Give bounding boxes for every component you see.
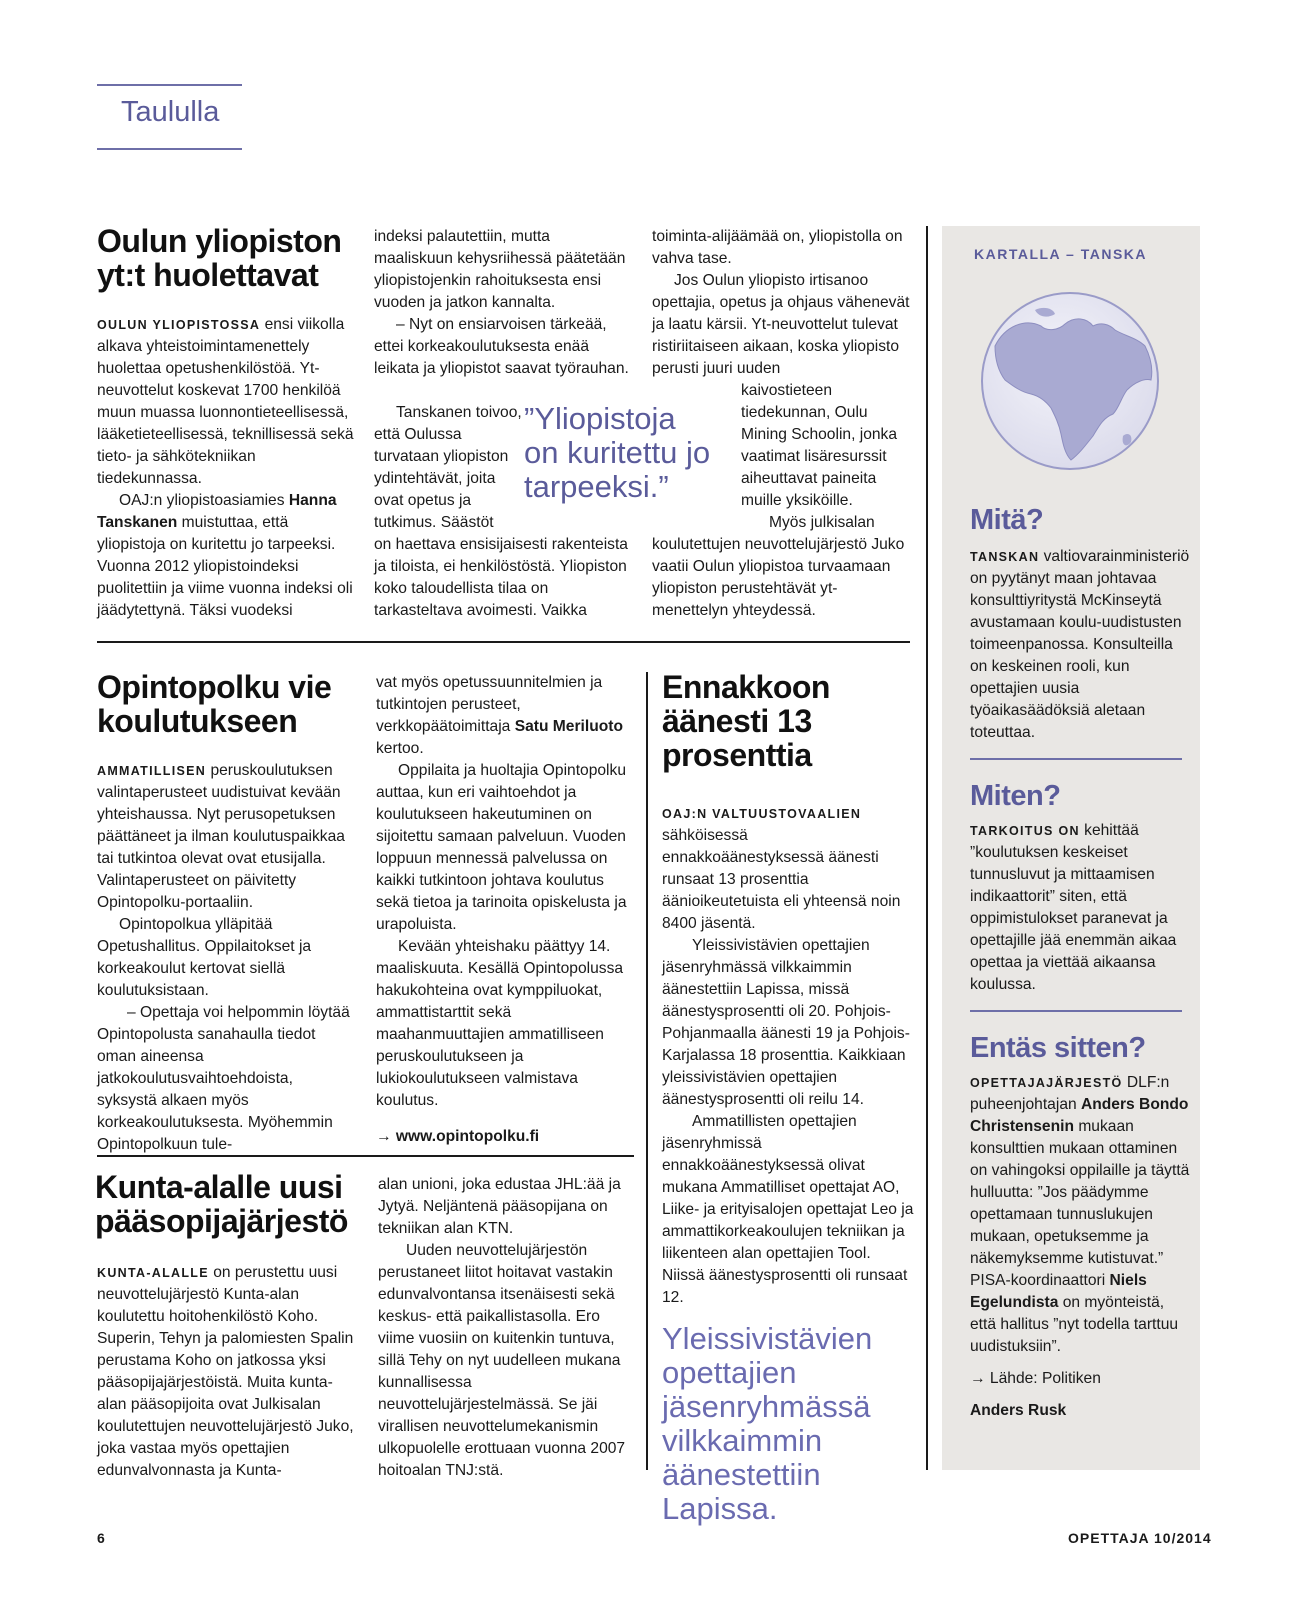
- sidebar-label: KARTALLA – TANSKA: [974, 246, 1148, 262]
- header-rule-bottom: [97, 148, 242, 150]
- sidebar-how-heading: Miten?: [970, 780, 1061, 812]
- article1-col2-top: indeksi palautettiin, mutta maaliskuun kehysriihessä päätetään yliopistojenkin rahoituksesta ensi vuoden ja jatkon kannalta. – Nyt on ensiarvoisen tärkeää, ettei korkeakoulutuksesta enää leikata ja yliopistot saavat työrauhan.: [374, 228, 629, 377]
- sidebar-rule-2: [970, 1010, 1182, 1012]
- article3-col1: KUNTA-ALALLE on perustettu uusi neuvottelujärjestö Kunta-alan koulutettu hoitohenkilöstö Koho. Superin, Tehyn ja palomiesten Spalin perustama Koho on jatkossa yksi pääsopijajärjestöistä. Muita kunta-alan pääsopijoita ovat Julkisalan koulutettujen neuvottelujärjestö Juko, joka vastaa myös opettajien edunvalvonnasta ja Kunta-: [97, 1264, 354, 1479]
- source-line: → Lähde: Politiken: [970, 1370, 1101, 1387]
- globe-africa-icon: [975, 286, 1165, 476]
- sidebar-then-text: OPETTAJAJÄRJESTÖ DLF:n puheenjohtajan Anders Bondo Christensenin mukaan konsulttien mukaan ottaminen on vahingoksi oppilaille ja täyttä hulluutta: ”Jos päädymme opettamaan tunnuslukujen mukaan, opetuksemme ja näkemyksemme kutistuvat.” PISA-koordinaattori Niels Egelundista on myönteistä, että hallitus ”nyt todella tarttuu uudistuksiin”. → Lähde: Politiken Anders Rusk: [970, 1072, 1190, 1422]
- divider-article2: [97, 1155, 634, 1157]
- author-byline: Anders Rusk: [970, 1402, 1067, 1419]
- article2-lead: AMMATILLISEN: [97, 764, 207, 778]
- article1-col3-bottom: koulutettujen neuvottelujärjestö Juko vaatii Oulun yliopistoa turvaamaan yliopiston perustehtävät yt-menettelyn yhteydessä.: [652, 536, 905, 619]
- sidebar-box: [942, 226, 1200, 1470]
- opintopolku-link[interactable]: → www.opintopolku.fi: [376, 1128, 540, 1145]
- sidebar-what-text: TANSKAN valtiovarainministeriö on pyytänyt maan johtavaa konsulttiyritystä McKinseytä avustamaan koulu-uudistusten toimeenpanossa. Konsulteilla on keskeinen rooli, kun opettajien uusia työaikasäädöksiä aletaan toteuttaa.: [970, 548, 1190, 741]
- header-rule-top: [97, 84, 242, 86]
- article1-col2-bottom: on haettava ensisijaisesti rakenteista ja tiloista, ei henkilöstöstä. Yliopiston koko taloudellista tilaa on tarkasteltava avoimesti. Vaikka: [374, 536, 628, 619]
- column-divider-article4: [646, 672, 648, 1470]
- article1-col3-narrow: kaivostieteen tiedekunnan, Oulu Mining Schoolin, jonka vaatimat lisäresurssit aiheuttavat paineita muille yksiköille. Myös julkisalan: [741, 382, 898, 531]
- publication-name: OPETTAJA 10/2014: [1068, 1530, 1212, 1546]
- article3-lead: KUNTA-ALALLE: [97, 1266, 209, 1280]
- article4-headline: Ennakkoon äänesti 13 prosenttia: [662, 669, 830, 773]
- sidebar-rule-1: [970, 758, 1182, 760]
- article4-pull-quote: Yleissivistävien opettajien jäsenryhmässä vilkkaimmin äänestettiin Lapissa.: [662, 1321, 873, 1526]
- column-divider-sidebar: [926, 226, 928, 1470]
- person-name: Niels Egelundista: [970, 1272, 1147, 1311]
- sidebar-what-heading: Mitä?: [970, 504, 1044, 536]
- article4-body: OAJ:N VALTUUSTOVAALIEN sähköisessä ennakkoäänestyksessä äänesti runsaat 13 prosenttia äänioikeutetuista eli yhteensä noin 8400 jäsentä. Yleissivistävien opettajien jäsenryhmässä vilkkaimmin äänestettiin Lapissa, missä äänestysprosentti oli 20. Pohjois-Pohjanmaalla äänesti 19 ja Pohjois-Karjalassa 18 prosenttia. Kaikkiaan yleissivistävien opettajien äänestysprosentti oli reilu 14. Ammatillisten opettajien jäsenryhmissä ennakkoäänestyksessä olivat mukana Ammatilliset opettajat AO, Liike- ja erityisalojen opettajat Leo ja ammattikorkeakoulujen tekniikan ja liikenteen alan opettajien Tool. Niissä äänestysprosentti oli runsaat 12.: [662, 807, 914, 1306]
- article2-headline: Opintopolku vie koulutukseen: [97, 669, 332, 739]
- section-label: Taululla: [121, 96, 220, 128]
- article1-col3-top: toiminta-alijäämää on, yliopistolla on vahva tase. Jos Oulun yliopisto irtisanoo opettajia, opetus ja ohjaus vähenevät ja laatu kärsii. Yt-neuvottelut tulevat ristiriitaiseen aikaan, koska yliopisto perusti juuri uuden: [652, 228, 910, 377]
- article1-col1: OULUN YLIOPISTOSSA ensi viikolla alkava yhteistoimintamenettely huolettaa opetushenkilöstöä. Yt-neuvottelut koskevat 1700 henkilöä muun muassa luonnontieteellisessä, lääketieteellisessä, teknillisessä sekä tieto- ja sähkötekniikan tiedekunnassa. OAJ:n yliopistoasiamies Hanna Tanskanen muistuttaa, että yliopistoja on kuritettu jo tarpeeksi. Vuonna 2012 yliopistoindeksi puolitettiin ja viime vuonna indeksi oli jäädytettynä. Täksi vuodeksi: [97, 316, 354, 619]
- article3-headline: Kunta-alalle uusi pääsopijajärjestö: [95, 1169, 348, 1239]
- article4-lead: OAJ:N VALTUUSTOVAALIEN: [662, 807, 862, 821]
- page-number: 6: [97, 1530, 106, 1546]
- sidebar-then-heading: Entäs sitten?: [970, 1032, 1146, 1064]
- article2-col2: vat myös opetussuunnitelmien ja tutkintojen perusteet, verkkopäätoimittaja Satu Meriluoto kertoo. Oppilaita ja huoltajia Opintopolku auttaa, kun eri vaihtoehdot ja koulutukseen hakeutuminen on sijoitettu samaan palveluun. Vuoden loppuun mennessä palvelussa on kaikki tutkintoon johtava koulutus sekä tietoa ja tarinoita opiskelusta ja urapoluista. Kevään yhteishaku päättyy 14. maaliskuuta. Kesällä Opintopolussa hakukohteina ovat kymppiluokat, ammattistarttit sekä maahanmuuttajien ammatilliseen peruskoulutukseen ja lukiokoulutukseen valmistava koulutus. → www.opintopolku.fi: [376, 674, 627, 1145]
- article1-pull-quote: ”Yliopistoja on kuritettu jo tarpeeksi.”: [524, 401, 711, 504]
- article1-col2-narrow: Tanskanen toivoo, että Oulussa turvataan yliopiston ydintehtävät, joita ovat opetus ja tutkimus. Säästöt: [374, 404, 522, 531]
- sidebar-how-text: TARKOITUS ON kehittää ”koulutuksen keskeiset tunnusluvut ja mittaamisen indikaattorit” siten, että oppimistulokset paranevat ja opettajille jää enemmän aikaa opettaa ja viettää aikaansa koulussa.: [970, 822, 1177, 993]
- person-name: Satu Meriluoto: [514, 718, 623, 735]
- article1-lead: OULUN YLIOPISTOSSA: [97, 318, 261, 332]
- person-name: Hanna Tanskanen: [97, 492, 337, 531]
- article2-col1: AMMATILLISEN peruskoulutuksen valintaperusteet uudistuivat kevään yhteishaussa. Nyt perusopetuksen päättäneet ja ilman koulutuspaikkaa tai tutkintoa olevat ovat etusijalla. Valintaperusteet on päivitetty Opintopolku-portaaliin. Opintopolkua ylläpitää Opetushallitus. Oppilaitokset ja korkeakoulut kertovat siellä koulutuksistaan. – Opettaja voi helpommin löytää Opintopolusta sanahaulla tiedot oman aineensa jatkokoulutusvaihtoehdoista, syksystä alkaen myös korkeakoulutuksesta. Myöhemmin Opintopolkuun tule-: [97, 762, 350, 1153]
- article3-col2: alan unioni, joka edustaa JHL:ää ja Jytyä. Neljäntenä pääsopijana on tekniikan alan KTN. Uuden neuvottelujärjestön perustaneet liitot hoitavat vastakin edunvalvontansa itsenäisesti sekä keskus- että paikallistasolla. Ero viime vuosiin on kuitenkin tuntuva, sillä Tehy on nyt uudelleen mukana kunnallisessa neuvottelujärjestelmässä. Se jäi virallisen neuvottelumekanismin ulkopuolelle erottuaan vuonna 2007 hoitoalan TNJ:stä.: [378, 1176, 626, 1479]
- divider-article1: [97, 641, 910, 643]
- article1-headline: Oulun yliopiston yt:t huolettavat: [97, 223, 342, 293]
- person-name: Anders Bondo Christensenin: [970, 1096, 1189, 1135]
